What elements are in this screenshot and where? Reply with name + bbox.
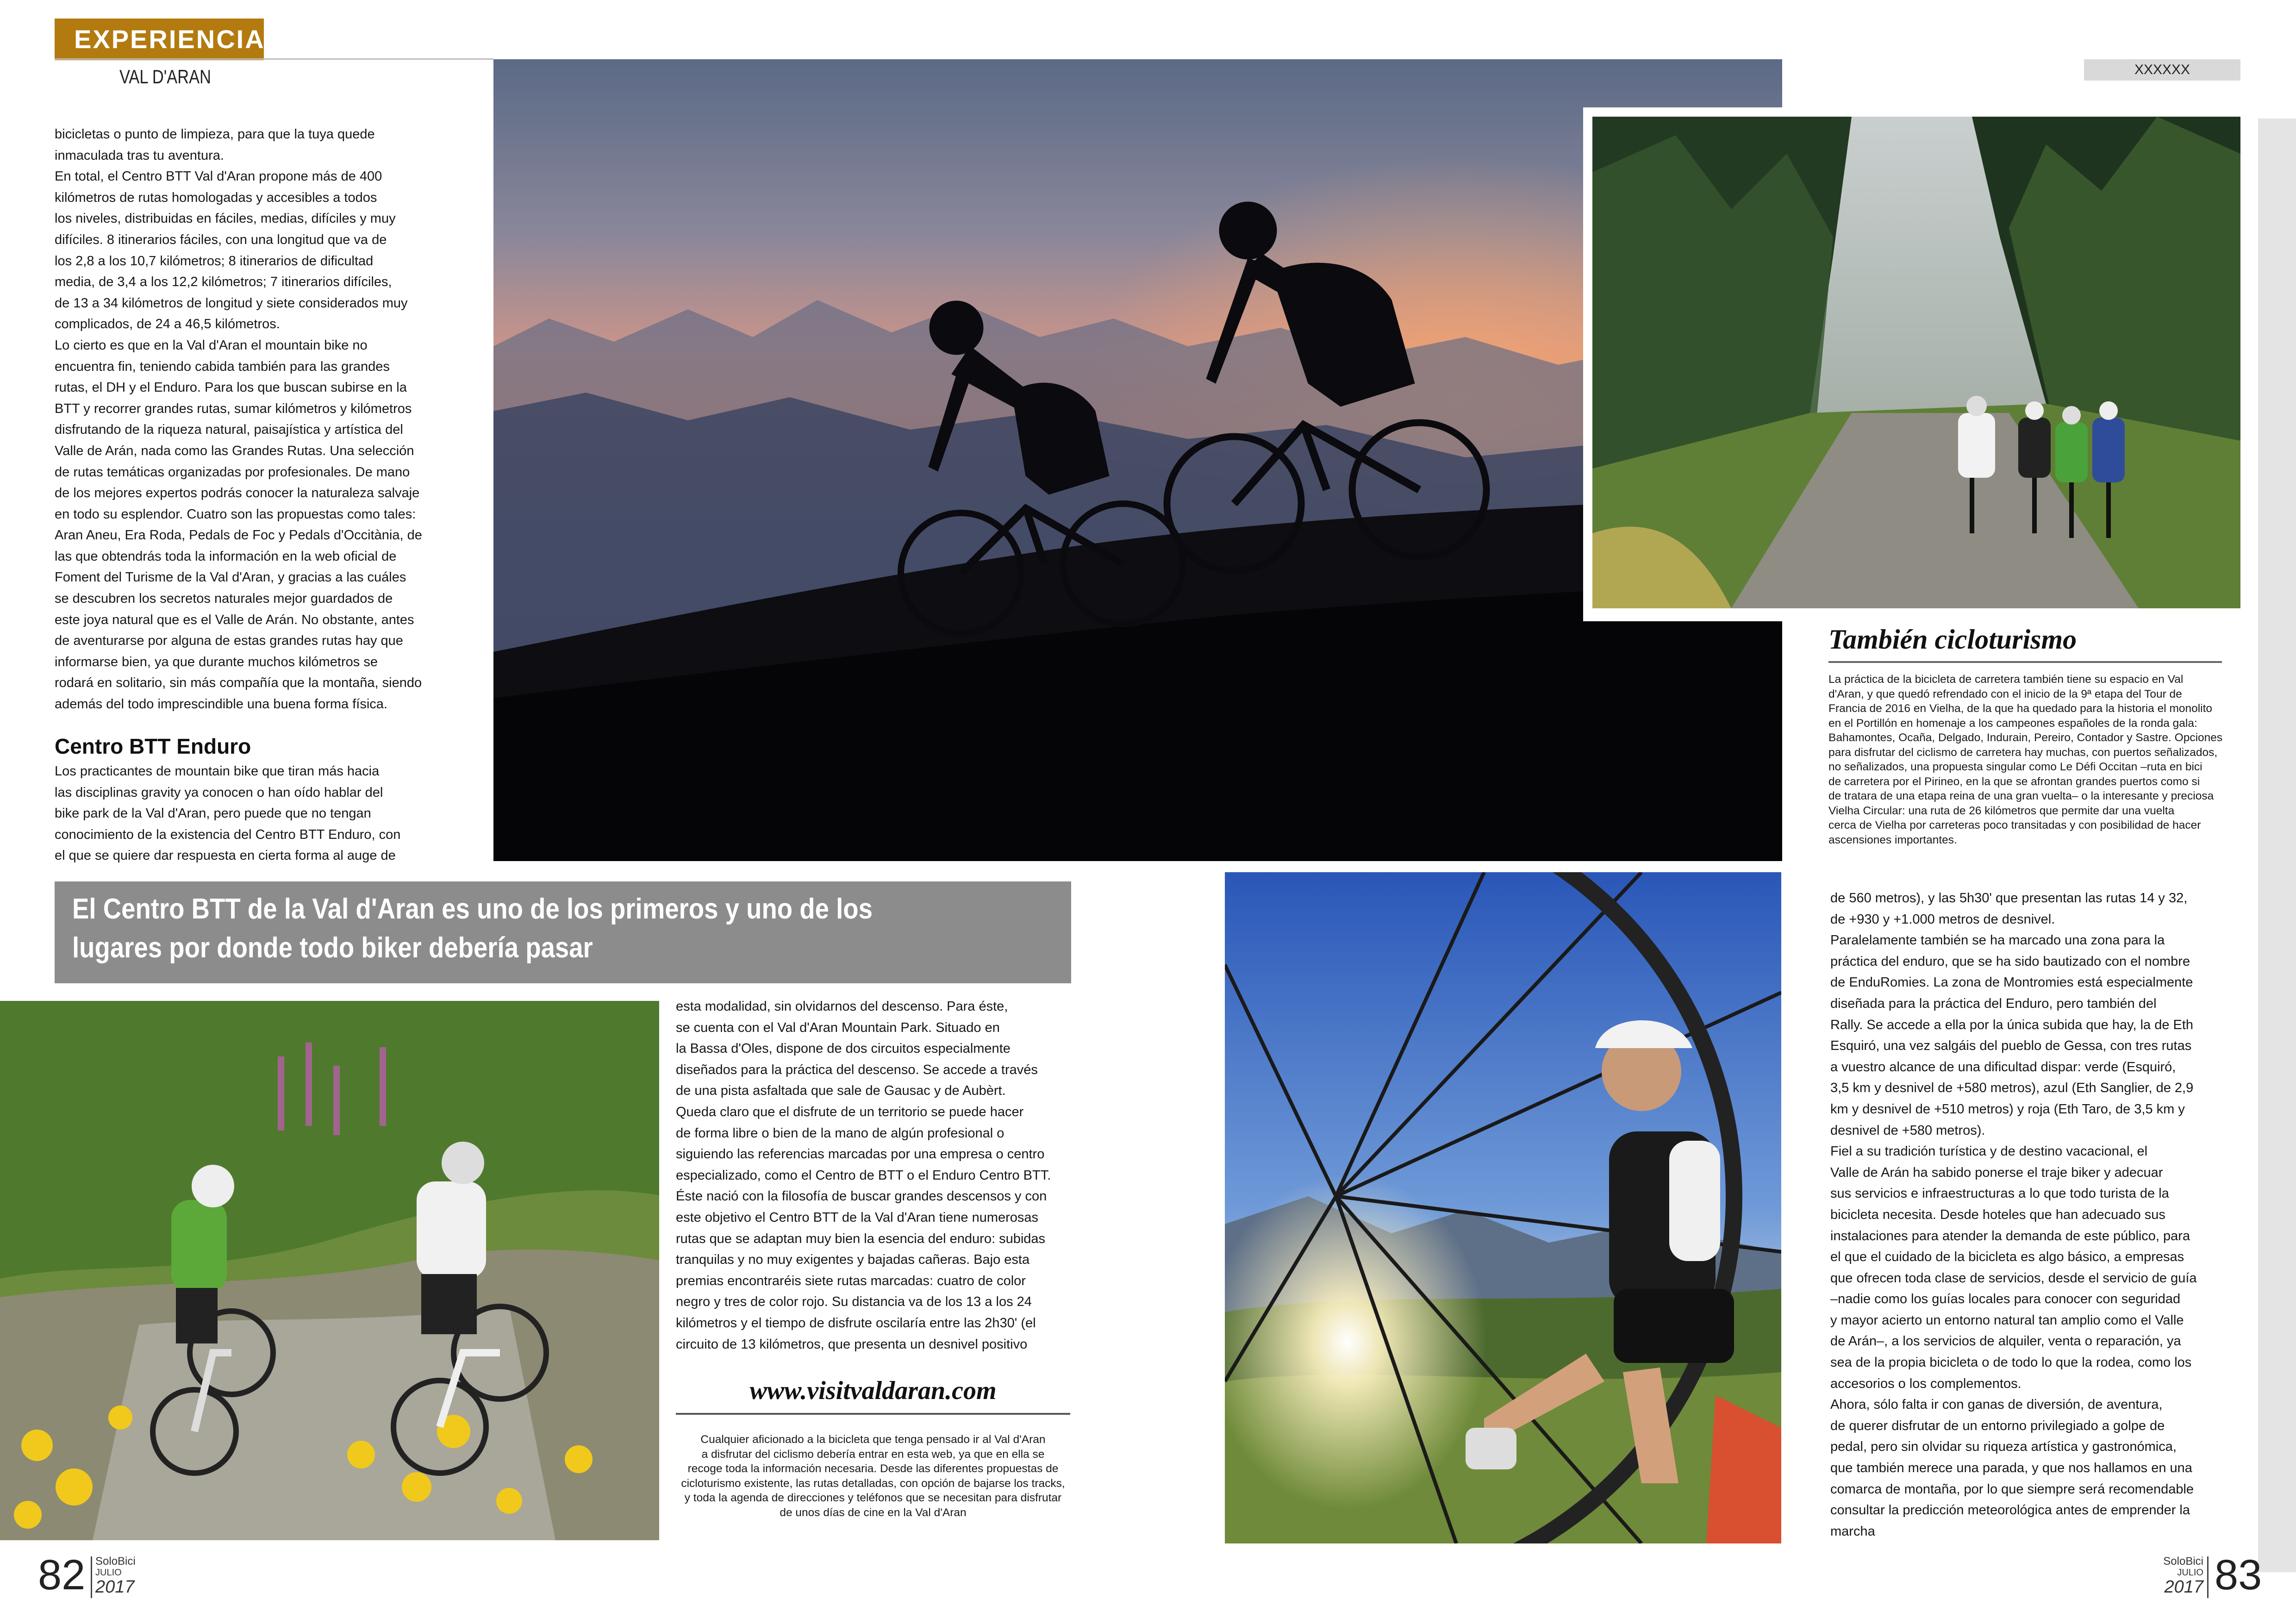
right-column-text [1830,888,2242,1542]
footer-divider-left [91,1556,92,1598]
photo-rider-wheel-spokes [1225,872,1781,1543]
enduro-heading: Centro BTT Enduro [55,734,251,758]
photo-road-cyclists-forest [1592,117,2240,608]
footer-month-right: JULIO [2177,1568,2203,1578]
pull-quote-text: El Centro BTT de la Val d'Aran es uno de los primeros y uno de los lugares por donde todo biker debería pasar [72,893,873,964]
right-edge-strip [2258,119,2296,1572]
paragraph: Los practicantes de mountain bike que tiran más hacia las disciplinas gravity ya conocen o han oído hablar del bike park de la Val d'Aran, pero puede que no tengan conocimiento de la existencia del Centro BTT Enduro, con el que se quiere dar respuesta en cierta forma al auge de [55,764,401,863]
footer-month-left: JULIO [95,1568,122,1578]
sidebar-text: La práctica de la bicicleta de carretera también tiene su espacio en Val d'Aran, y que quedó refrendado con el inicio de la 9ª etapa del Tour de Francia de 2016 en Vielha, de la que ha quedado para la historia el monolito en el Portillón en homenaje a los campeones españoles de la ronda gala: Bahamontes, Ocaña, Delgado, Indurain, Pereiro, Contador y Sastre. Opciones para disfrutar del ciclismo de carretera hay muchas, con puertos señalizados, no señalizados, una propuesta singular como Le Défi Occitan –ruta en bici de carretera por el Pirineo, en la que se afrontan grandes puertos como si de tratara de una etapa reina de una gran vuelta– o la interesante y preciosa Vielha Circular: una ruta de 26 kilómetros que permite dar una vuelta cerca de Vielha por carreteras poco transitadas y con posibilidad de hacer ascensiones importantes. [1828,673,2223,846]
footer-year-left: 2017 [95,1577,135,1597]
paragraph: Lo cierto es que en la Val d'Aran el mountain bike no encuentra fin, teniendo cabida también para las grandes rutas, el DH y el Enduro. Para los que buscan subirse en la BTT y recorrer grandes rutas, sumar kilómetros y kilómetros disfrutando de la riqueza natural, paisajística y artística del Valle de Arán, nada como las Grandes Rutas. Una selección de rutas temáticas organizadas por profesionales. De mano de los mejores expertos podrás conocer la naturaleza salvaje en todo su esplendor. Cuatro son las propuestas como tales: Aran Aneu, Era Roda, Pedals de Foc y Pedals d'Occitània, de las que obtendrás toda la información en la web oficial de Foment del Turisme de la Val d'Aran, y gracias a las cuáles se descubren los secretos naturales mejor guardados de este joya natural que es el Valle de Arán. No obstante, antes de aventurarse por alguna de estas grandes rutas hay que informarse bien, ya que durante muchos kilómetros se rodará en solitario, sin más compañía que la montaña, siendo además del todo imprescindible una buena forma física. [55,337,422,712]
website-rule [676,1413,1070,1415]
page-number-right: 83 [2215,1551,2262,1599]
left-column-text [55,124,485,715]
enduro-text [55,761,485,867]
middle-column-text [676,996,1083,1355]
header-tag: XXXXXX [2134,62,2190,77]
footer-magazine-left: SoloBici [95,1555,136,1568]
website-link[interactable]: www.visitvaldaran.com [749,1376,997,1405]
website-description: Cualquier aficionado a la bicicleta que tenga pensado ir al Val d'Aran a disfrutar del ciclismo debería entrar en esta web, ya que en ella se recoge toda la información necesaria. Desde las diferentes propuestas de cicloturismo existente, las rutas detalladas, con opción de bajarse los tracks, y toda la agenda de direcciones y teléfonos que se necesitan para disfrutar de unos días de cine en la Val d'Aran [681,1433,1065,1519]
section-title: EXPERIENCIA [74,25,265,54]
paragraph: de 560 metros), y las 5h30' que presentan las rutas 14 y 32, de +930 y +1.000 metros de desnivel. Paralelamente también se ha marcado una zona para la práctica del enduro, que se ha sido bautizado con el nombre de EnduRomies. La zona de Montromies está especialmente diseñada para la práctica del Enduro, pero también del Rally. Se accede a ella por la única subida que hay, la de Eth Esquiró, una vez salgáis del pueblo de Gessa, con tres rutas a vuestro alcance de una dificultad dispar: verde (Esquiró, 3,5 km y desnivel de +580 metros), azul (Eth Sanglier, de 2,9 km y desnivel de +510 metros) y roja (Eth Taro, de 3,5 km y desnivel de +580 metros). Fiel a su tradición turística y de destino vacacional, el Valle de Arán ha sabido ponerse el traje biker y adecuar sus servicios e infraestructuras a lo que todo turista de la bicicleta necesita. Desde hoteles que han adecuado sus instalaciones para atender la demanda de este público, para el que el cuidado de la bicicleta es algo básico, a empresas que ofrecen toda clase de servicios, desde el servicio de guía –nadie como los guías locales para conocer con seguridad y mayor acierto un entorno natural tan amplio como el Valle de Arán–, a los servicios de alquiler, venta o reparación, ya sea de la propia bicicleta o de todo lo que la rodea, como los accesorios o los complementos. Ahora, sólo falta ir con ganas de diversión, de aventura, de querer disfrutar de un entorno privilegiado a golpe de pedal, pero sin olvidar su riqueza artística y gastronómica, que también merece una parada, y que nos hallamos en una comarca de montaña, por lo que siempre será recomendable consultar la predicción meteorológica antes de emprender la marcha [1830,891,2197,1539]
paragraph: bicicletas o punto de limpieza, para que la tuya quede inmaculada tras tu aventura. [55,127,375,163]
subsection-title: VAL D'ARAN [119,66,211,87]
paragraph: esta modalidad, sin olvidarnos del descenso. Para éste, se cuenta con el Val d'Aran Mountain Park. Situado en la Bassa d'Oles, dispone de dos circuitos especialmente diseñados para la práctica del descenso. Se accede a través de una pista asfaltada que sale de Gausac y de Aubèrt. Queda claro que el disfrute de un territorio se puede hacer de forma libre o bien de la mano de algún profesional o siguiendo las referencias marcadas por una empresa o centro especializado, como el Centro de BTT o el Enduro Centro BTT. Éste nació con la filosofía de buscar grandes descensos y con este objetivo el Centro BTT de la Val d'Aran tiene numerosas rutas que se adaptan muy bien la esencia del enduro: subidas tranquilas y no muy exigentes y bajadas cañeras. Bajo esta premias encontraréis siete rutas marcadas: cuatro de color negro y tres de color rojo. Su distancia va de los 13 a los 24 kilómetros y el tiempo de disfrute oscilaría entre las 2h30' (el circuito de 13 kilómetros, que presenta un desnivel positivo [676,999,1051,1352]
photo-mountain-bikers-flowers [0,1001,659,1540]
footer-year-right: 2017 [2164,1577,2203,1597]
page-number-left: 82 [38,1551,86,1599]
sidebar-heading: También cicloturismo [1828,624,2077,655]
footer-divider-right [2207,1556,2209,1598]
footer-magazine-right: SoloBici [2163,1555,2203,1568]
header-rule [55,58,493,60]
paragraph: En total, el Centro BTT Val d'Aran propone más de 400 kilómetros de rutas homologadas y accesibles a todos los niveles, distribuidas en fáciles, medias, difíciles y muy difíciles. 8 itinerarios fáciles, con una longitud que va de los 2,8 a los 10,7 kilómetros; 8 itinerarios de dificultad media, de 3,4 a los 12,2 kilómetros; 7 itinerarios difíciles, de 13 a 34 kilómetros de longitud y siete considerados muy complicados, de 24 a 46,5 kilómetros. [55,169,408,332]
sidebar-rule [1828,661,2222,663]
